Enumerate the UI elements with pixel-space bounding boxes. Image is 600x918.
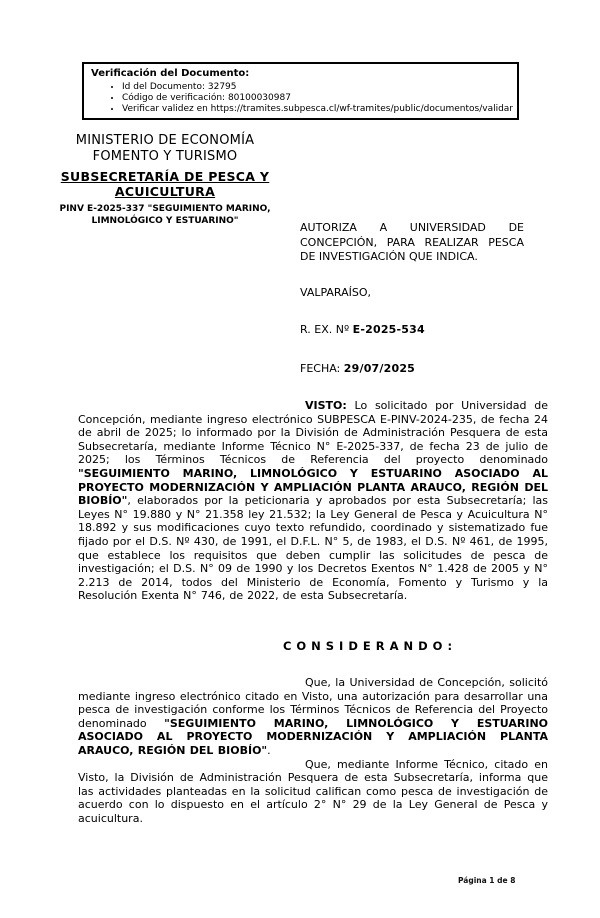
considerando-heading: CONSIDERANDO: [282, 639, 458, 653]
visto-paragraph [78, 399, 548, 603]
verification-url: • Verificar validez en https://tramites.subpesca.cl/wf-tramites/public/documentos/validar [122, 104, 517, 115]
resolution-label: R. EX. Nº [300, 323, 353, 336]
date-value: 29/07/2025 [343, 362, 416, 375]
letterhead [40, 133, 290, 227]
resolution-number-line [300, 323, 425, 336]
verification-list [91, 82, 517, 115]
considerando-section [78, 676, 548, 826]
considerando-paragraph-2: Que, mediante Informe Técnico, citado en Visto, la División de Administración Pesquera de esta Subsecretaría, informa que las actividades planteadas en la solicitud califican como pesca de investigación de acuerdo con lo dispuesto en el artículo 2° N° 29 de la Ley General de Pesca y acuicultura. [78, 757, 548, 825]
considerando-1-end: . [267, 743, 271, 757]
page-number: Página 1 de 8 [458, 876, 516, 885]
visto-section [78, 399, 548, 603]
verification-doc-id: • Id del Documento: 32795 [122, 82, 517, 93]
ministry-line-1: MINISTERIO DE ECONOMÍA [75, 133, 255, 148]
ministry-name [40, 133, 290, 164]
city-line: VALPARAÍSO, [300, 286, 372, 299]
resolution-number: E-2025-534 [352, 323, 425, 336]
subsecretaria-name: SUBSECRETARÍA DE PESCA Y ACUICULTURA [60, 169, 270, 199]
project-reference: PINV E-2025-337 "SEGUIMIENTO MARINO, LIMNOLÓGICO Y ESTUARINO" [59, 204, 271, 226]
verification-box [82, 62, 519, 120]
considerando-1-intro: Que, la Universidad de Concepción, solicitó mediante ingreso electrónico citado en Visto, una autorización para desarrollar una pesca de investigación conforme los Términos Técnicos de Referencia del Proyecto denominado [78, 676, 548, 730]
date-line [300, 362, 415, 375]
subject-summary: AUTORIZA A UNIVERSIDAD DE CONCEPCIÓN, PARA REALIZAR PESCA DE INVESTIGACIÓN QUE INDICA. [300, 221, 524, 264]
date-label: FECHA: [300, 362, 344, 375]
considerando-1-project-title: "SEGUIMIENTO MARINO, LIMNOLÓGICO Y ESTUARINO ASOCIADO AL PROYECTO MODERNIZACIÓN Y AMPLIACIÓN PLANTA ARAUCO, REGIÓN DEL BIOBÍO" [78, 716, 548, 757]
ministry-line-2: FOMENTO Y TURISMO [92, 148, 238, 164]
visto-project-title: "SEGUIMIENTO MARINO, LIMNOLÓGICO Y ESTUARINO ASOCIADO AL PROYECTO MODERNIZACIÓN Y AMPLIACIÓN PLANTA ARAUCO, REGIÓN DEL BIOBÍO" [78, 466, 548, 508]
verification-title: Verificación del Documento: [91, 68, 250, 79]
visto-legal-references: , elaborados por la peticionaria y aprobados por esta Subsecretaría; las Leyes N° 19.880 y N° 21.358 ley 21.532; la Ley General de Pesca y Acuicultura N° 18.892 y sus modificaciones cuyo texto refundido, coordinado y sistematizado fue fijado por el D.S. Nº 430, de 1991, el D.F.L. N° 5, de 1983, el D.S. Nº 461, de 1995, que establece los requisitos que deben cumplir las solicitudes de pesca de investigación; el D.S. N° 09 de 1990 y los Decretos Exentos N° 1.428 de 2005 y N° 2.213 de 2014, todos del Ministerio de Economía, Fomento y Turismo y la Resolución Exenta N° 746, de 2022, de esta Subsecretaría. [78, 494, 548, 603]
visto-label: VISTO: [305, 399, 347, 412]
considerando-paragraph-1 [78, 676, 548, 758]
visto-intro-text: Lo solicitado por Universidad de Concepción, mediante ingreso electrónico SUBPESCA E-PINV-2024-235, de fecha 24 de abril de 2025; lo informado por la División de Administración Pesquera de esta Subsecretaría, mediante Informe Técnico N° E-2025-337, de fecha 23 de julio de 2025; los Términos Técnicos de Referencia del proyecto denominado [78, 399, 548, 467]
verification-code: • Código de verificación: 80100030987 [122, 93, 517, 104]
